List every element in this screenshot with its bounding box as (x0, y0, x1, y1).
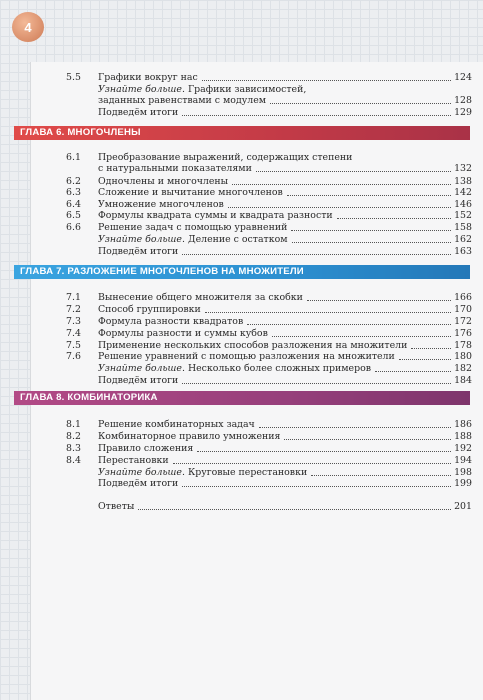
entry-title: Способ группировки (98, 304, 201, 315)
dot-leader (232, 184, 451, 185)
entry-title: Одночлены и многочлены (98, 176, 229, 187)
entry-page: 138 (454, 176, 472, 187)
entry-page: 146 (454, 199, 472, 210)
entry-title: Преобразование выражений, содержащих степени (98, 152, 353, 163)
dot-leader (197, 451, 451, 452)
dot-leader (182, 115, 451, 116)
entry-number: 6.6 (66, 222, 81, 233)
toc-entry-6-1[interactable] (66, 152, 472, 174)
entry-title: Перестановки (98, 455, 169, 466)
entry-page: 162 (454, 234, 472, 245)
entry-number: 8.4 (66, 455, 81, 466)
learn-more-label: Узнайте больше. (98, 84, 185, 95)
entry-page: 178 (454, 340, 472, 351)
entry-page: 176 (454, 328, 472, 339)
entry-title: Формула разности квадратов (98, 316, 244, 327)
entry-title: Подведём итоги (98, 478, 179, 489)
entry-title: Комбинаторное правило умножения (98, 431, 281, 442)
dot-leader (256, 171, 451, 172)
entry-title: Формулы квадрата суммы и квадрата разности (98, 210, 333, 221)
entry-page: 158 (454, 222, 472, 233)
entry-page: 199 (454, 478, 472, 489)
entry-page: 188 (454, 431, 472, 442)
dot-leader (182, 254, 451, 255)
entry-number: 6.1 (66, 152, 81, 163)
entry-title: Подведём итоги (98, 246, 179, 257)
entry-title: Решение задач с помощью уравнений (98, 222, 288, 233)
dot-leader (287, 195, 451, 196)
dot-leader (292, 242, 452, 243)
entry-page: 163 (454, 246, 472, 257)
dot-leader (173, 463, 452, 464)
entry-page: 184 (454, 375, 472, 386)
entry-number: 7.5 (66, 340, 81, 351)
dot-leader (138, 509, 451, 510)
dot-leader (337, 218, 451, 219)
entry-title: Правило сложения (98, 443, 194, 454)
dot-leader (270, 103, 451, 104)
entry-title-line2: с натуральными показателями (98, 163, 252, 174)
dot-leader (411, 348, 451, 349)
toc-entry-learn-more-graphs[interactable] (66, 84, 472, 106)
entry-title: Деление с остатком (184, 234, 288, 245)
dot-leader (375, 371, 451, 372)
dot-leader (399, 359, 451, 360)
entry-page: 124 (454, 72, 472, 83)
entry-title: Несколько более сложных примеров (184, 363, 372, 374)
entry-title: Умножение многочленов (98, 199, 224, 210)
dot-leader (182, 383, 451, 384)
entry-number: 6.4 (66, 199, 81, 210)
page-number-badge: 4 (12, 12, 44, 42)
entry-page: 182 (454, 363, 472, 374)
entry-page: 186 (454, 419, 472, 430)
dot-leader (228, 207, 451, 208)
entry-page: 198 (454, 467, 472, 478)
entry-number: 6.3 (66, 187, 81, 198)
dot-leader (182, 486, 451, 487)
entry-title: Графики вокруг нас (98, 72, 198, 83)
learn-more-label: Узнайте больше. (98, 234, 185, 245)
entry-title: Подведём итоги (98, 107, 179, 118)
entry-page: 201 (454, 501, 472, 512)
entry-title: Формулы разности и суммы кубов (98, 328, 268, 339)
entry-number: 7.6 (66, 351, 81, 362)
entry-title: Подведём итоги (98, 375, 179, 386)
entry-page: 192 (454, 443, 472, 454)
entry-page: 194 (454, 455, 472, 466)
dot-leader (307, 300, 451, 301)
dot-leader (205, 312, 451, 313)
dot-leader (247, 324, 451, 325)
dot-leader (272, 336, 451, 337)
entry-page: 170 (454, 304, 472, 315)
learn-more-label: Узнайте больше. (98, 363, 185, 374)
entry-number: 7.3 (66, 316, 81, 327)
entry-title: Сложение и вычитание многочленов (98, 187, 283, 198)
entry-title: Применение нескольких способов разложения на множители (98, 340, 408, 351)
entry-page: 180 (454, 351, 472, 362)
dot-leader (291, 230, 451, 231)
entry-page: 128 (454, 95, 472, 106)
entry-title: Решение комбинаторных задач (98, 419, 255, 430)
entry-title-line2: заданных равенствами с модулем (98, 95, 267, 106)
chapter-7-heading[interactable]: ГЛАВА 7. РАЗЛОЖЕНИЕ МНОГОЧЛЕНОВ НА МНОЖИТЕЛИ (14, 265, 470, 279)
entry-number: 7.2 (66, 304, 81, 315)
entry-title: Вынесение общего множителя за скобки (98, 292, 303, 303)
dot-leader (284, 439, 451, 440)
entry-page: 172 (454, 316, 472, 327)
entry-number: 7.4 (66, 328, 81, 339)
entry-page: 142 (454, 187, 472, 198)
chapter-6-heading[interactable]: ГЛАВА 6. МНОГОЧЛЕНЫ (14, 126, 470, 140)
entry-title: Графики зависимостей, (184, 84, 307, 95)
entry-page: 166 (454, 292, 472, 303)
entry-title: Решение уравнений с помощью разложения на множители (98, 351, 395, 362)
entry-number: 8.1 (66, 419, 81, 430)
entry-number: 6.5 (66, 210, 81, 221)
entry-title: Ответы (98, 501, 135, 512)
entry-page: 132 (454, 163, 472, 174)
learn-more-label: Узнайте больше. (98, 467, 185, 478)
dot-leader (202, 80, 451, 81)
chapter-8-heading[interactable]: ГЛАВА 8. КОМБИНАТОРИКА (14, 391, 470, 405)
entry-page: 129 (454, 107, 472, 118)
entry-number: 5.5 (66, 72, 81, 83)
dot-leader (311, 475, 451, 476)
entry-page: 152 (454, 210, 472, 221)
entry-number: 8.3 (66, 443, 81, 454)
entry-title: Круговые перестановки (184, 467, 308, 478)
entry-number: 6.2 (66, 176, 81, 187)
entry-number: 7.1 (66, 292, 81, 303)
dot-leader (259, 427, 451, 428)
entry-number: 8.2 (66, 431, 81, 442)
